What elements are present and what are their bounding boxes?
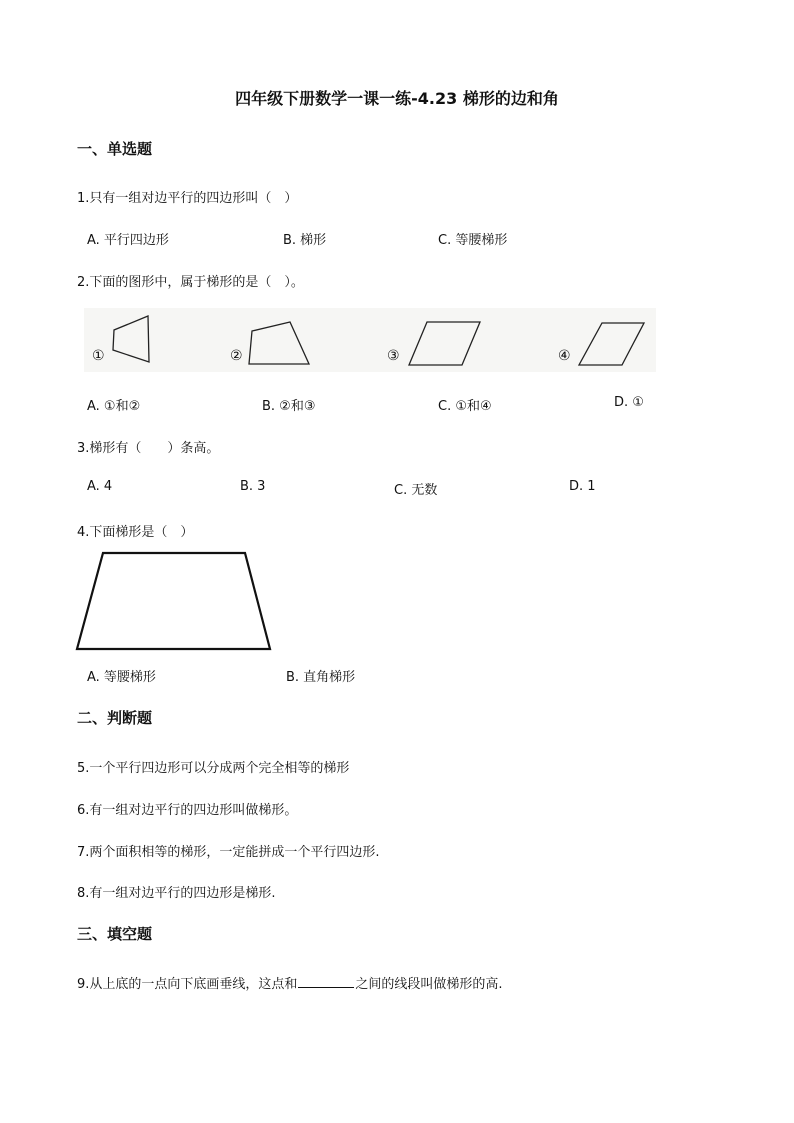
section-heading-true-false: 二、判断题: [77, 709, 153, 727]
question-2-option-b[interactable]: B. ②和③: [262, 399, 316, 414]
figure-label-3: ③: [387, 348, 400, 364]
figure-4-parallelogram: [576, 318, 648, 368]
question-8-text: 8.有一组对边平行的四边形是梯形.: [77, 886, 276, 901]
question-7-text: 7.两个面积相等的梯形，一定能拼成一个平行四边形.: [77, 845, 380, 860]
figure-3-parallelogram: [406, 318, 484, 368]
question-1-text: 1.只有一组对边平行的四边形叫（ ）: [77, 191, 298, 206]
question-4-trapezoid-figure: [74, 550, 274, 654]
question-3-text: 3.梯形有（ ）条高。: [77, 441, 220, 456]
section-heading-single-choice: 一、单选题: [77, 140, 153, 158]
question-3-option-b[interactable]: B. 3: [240, 479, 266, 494]
figure-label-1: ①: [92, 348, 105, 364]
question-2-option-c[interactable]: C. ①和④: [438, 399, 492, 414]
question-1-option-a[interactable]: A. 平行四边形: [87, 233, 169, 248]
question-2-option-d[interactable]: D. ①: [614, 395, 644, 410]
page-title: 四年级下册数学一课一练-4.23 梯形的边和角: [235, 89, 559, 108]
section-heading-fill-blank: 三、填空题: [77, 925, 153, 943]
question-9-text-after: 之间的线段叫做梯形的高.: [355, 977, 503, 992]
question-9-text: [77, 973, 503, 992]
question-5-text: 5.一个平行四边形可以分成两个完全相等的梯形: [77, 761, 350, 776]
question-9-text-before: 9.从上底的一点向下底画垂线，这点和: [77, 977, 298, 992]
question-6-text: 6.有一组对边平行的四边形叫做梯形。: [77, 803, 298, 818]
question-9-answer-blank[interactable]: [298, 975, 354, 988]
question-4-text: 4.下面梯形是（ ）: [77, 525, 194, 540]
figure-1-trapezoid: [108, 314, 158, 364]
question-4-option-a[interactable]: A. 等腰梯形: [87, 670, 156, 685]
question-3-option-c[interactable]: C. 无数: [394, 483, 438, 498]
figure-label-2: ②: [230, 348, 243, 364]
question-4-option-b[interactable]: B. 直角梯形: [286, 670, 356, 685]
question-1-option-c[interactable]: C. 等腰梯形: [438, 233, 508, 248]
question-1-option-b[interactable]: B. 梯形: [283, 233, 327, 248]
figure-label-4: ④: [558, 348, 571, 364]
question-3-option-a[interactable]: A. 4: [87, 479, 113, 494]
question-2-text: 2.下面的图形中，属于梯形的是（ ）。: [77, 275, 304, 290]
figure-2-quadrilateral: [246, 318, 314, 368]
question-2-option-a[interactable]: A. ①和②: [87, 399, 141, 414]
question-3-option-d[interactable]: D. 1: [569, 479, 596, 494]
